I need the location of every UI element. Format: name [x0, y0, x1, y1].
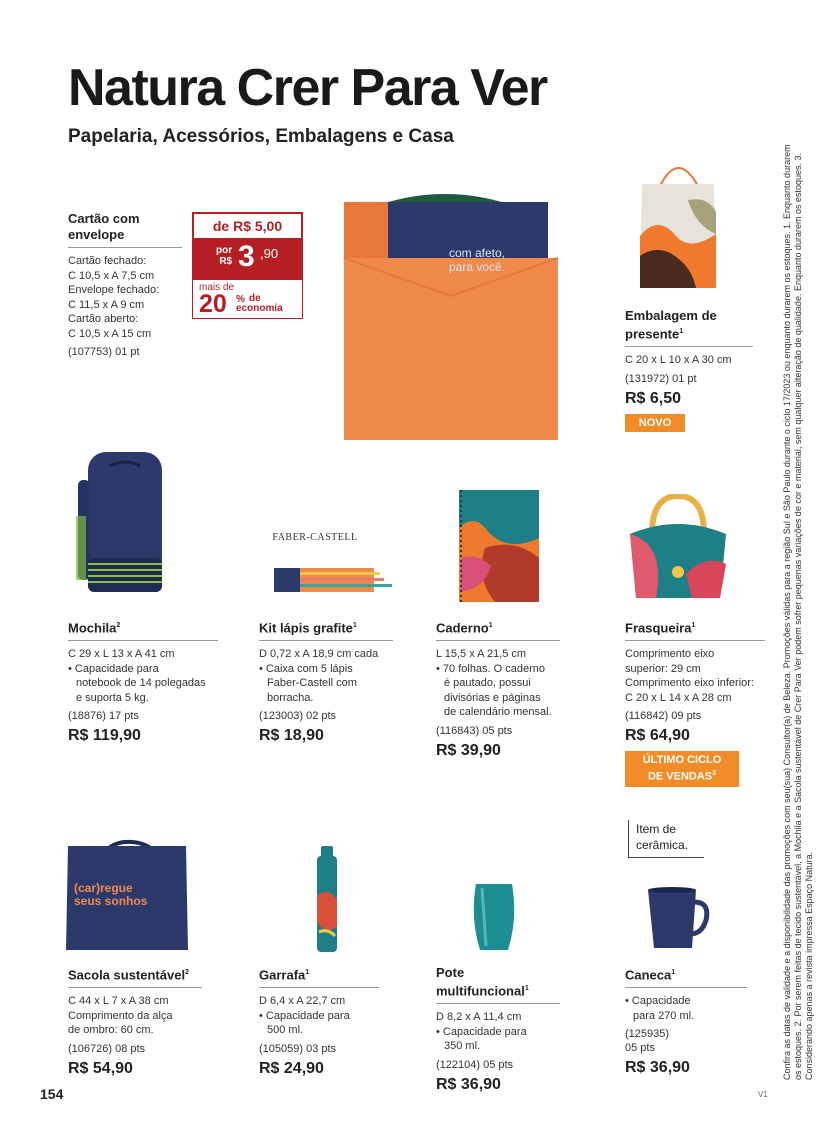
product-frasqueira: [625, 618, 765, 787]
product-name: Sacola sustentável$^2$: [68, 965, 202, 988]
product-specs: C 29 x L 13 x A 41 cm • Capacidade para notebook de 14 polegadas e suporta 5 kg.: [68, 648, 206, 704]
envelope-card-image: [330, 188, 560, 440]
product-code: (116843) 05 pts: [436, 724, 513, 737]
product-caneca: [625, 965, 747, 1077]
product-name: Caderno$^1$: [436, 618, 560, 641]
pencil-kit-image: [270, 524, 390, 604]
product-name: Mochila$^2$: [68, 618, 218, 641]
product-embalagem: [625, 308, 753, 432]
product-specs: Comprimento eixo superior: 29 cm Comprimento eixo inferior: C 20 x L 14 x A 28 cm: [625, 648, 754, 704]
page-subtitle: Papelaria, Acessórios, Embalagens e Casa: [68, 126, 454, 147]
product-code: (131972) 01 pt: [625, 372, 697, 385]
product-specs: L 15,5 x A 21,5 cm • 70 folhas. O caderno é pautado, possui divisórias e páginas de calendário mensal.: [436, 648, 552, 719]
ceramic-note: Item de cerâmica.: [628, 820, 704, 858]
product-specs: C 20 x L 10 x A 30 cm: [625, 354, 732, 367]
product-code: (105059) 03 pts: [259, 1042, 337, 1055]
product-price: R$ 54,90: [68, 1059, 133, 1077]
product-specs: C 44 x L 7 x A 38 cm Comprimento da alça de ombro: 60 cm.: [68, 995, 173, 1037]
product-price: R$ 24,90: [259, 1059, 324, 1077]
tote-bag-image: [62, 836, 192, 952]
jar-image: [472, 882, 516, 952]
lunch-bag-image: [626, 494, 730, 604]
page-title: Natura Crer Para Ver: [68, 59, 547, 117]
product-code: (107753) 01 pt: [68, 346, 140, 358]
last-cycle-badge: ÚLTIMO CICLO DE VENDAS$^3$: [625, 751, 739, 787]
product-price: R$ 36,90: [625, 1059, 690, 1077]
product-code: (123003) 02 pts: [259, 710, 337, 723]
product-sacola: [68, 965, 202, 1078]
product-specs: D 0,72 x A 18,9 cm cada • Caixa com 5 lápis Faber-Castell com borracha.: [259, 648, 379, 704]
product-pote: [436, 965, 560, 1094]
product-name: Pote multifuncional$^1$: [436, 965, 560, 1004]
product-name: Kit lápis grafite$^1$: [259, 618, 393, 641]
product-specs: • Capacidade para 270 ml.: [625, 995, 695, 1022]
gift-bag-image: [636, 156, 720, 292]
product-price: R$ 36,90: [436, 1075, 501, 1093]
product-name: Cartão com envelope: [68, 211, 182, 248]
mug-image: [644, 886, 710, 952]
product-code: (106726) 08 pts: [68, 1042, 146, 1055]
envelope-card-text: com afeto, para você.: [448, 246, 506, 274]
product-name: Garrafa$^1$: [259, 965, 379, 988]
faber-castell-logo: FABER-CASTELL: [272, 532, 358, 543]
product-code: (125935) 05 pts: [625, 1028, 670, 1055]
product-kit-lapis: [259, 618, 393, 745]
tote-bag-text: (car)regue seus sonhos: [74, 881, 148, 908]
product-specs: D 8,2 x A 11,4 cm • Capacidade para 350 ml.: [436, 1011, 527, 1053]
product-code: (122104) 05 pts: [436, 1058, 514, 1071]
product-price: R$ 119,90: [68, 727, 141, 745]
product-name: Frasqueira$^1$: [625, 618, 765, 641]
backpack-image: [70, 446, 180, 596]
product-specs: Cartão fechado: C 10,5 x A 7,5 cm Envelope fechado: C 11,5 x A 9 cm Cartão aberto: C 10,5 x A 15 cm: [68, 255, 160, 340]
page-number: 154: [40, 1086, 64, 1102]
promo-discount: mais de 20 % de economia: [192, 280, 303, 319]
product-price: R$ 64,90: [625, 727, 690, 745]
product-price: R$ 18,90: [259, 727, 324, 745]
notebook-image: [455, 488, 541, 604]
product-specs: D 6,4 x A 22,7 cm • Capacidade para 500 ml.: [259, 995, 350, 1037]
promo-current-price: por R$ 3 ,90: [192, 240, 303, 280]
product-price: R$ 39,90: [436, 741, 501, 759]
product-price: R$ 6,50: [625, 389, 682, 407]
product-name: Caneca$^1$: [625, 965, 747, 988]
product-garrafa: [259, 965, 379, 1078]
bottle-image: [314, 846, 340, 952]
promo-from-price: de R$ 5,00: [192, 212, 303, 240]
product-name: Embalagem de presente$^1$: [625, 308, 753, 347]
product-cartao: [68, 211, 182, 359]
product-code: (116842) 09 pts: [625, 710, 702, 723]
product-caderno: [436, 618, 560, 760]
promo-price-box: [192, 212, 303, 319]
product-mochila: [68, 618, 218, 745]
new-badge: NOVO: [625, 414, 685, 432]
legal-disclaimer: Confira as datas de validade e a disponibilidade das promoções com seu(sua) Consultor(a) de Beleza. Promoções válidas para a região Sul e São Paulo durante o ciclo 17/2023 ou enquanto durarem os estoques. 1. Enquanto durarem os estoques. 2. Por serem feitas de tecido sustentável, a Mochila e a Sacola sustentável de Crer Para Ver podem sofrer pequenas variações de cor e material, sem qualquer alteração de qualidade. Enquanto durarem os estoques. 3. Considerando apenas a revista impressa Espaço Natura.: [782, 144, 814, 1080]
version-label: V1: [758, 1090, 768, 1099]
product-code: (18876) 17 pts: [68, 710, 139, 723]
